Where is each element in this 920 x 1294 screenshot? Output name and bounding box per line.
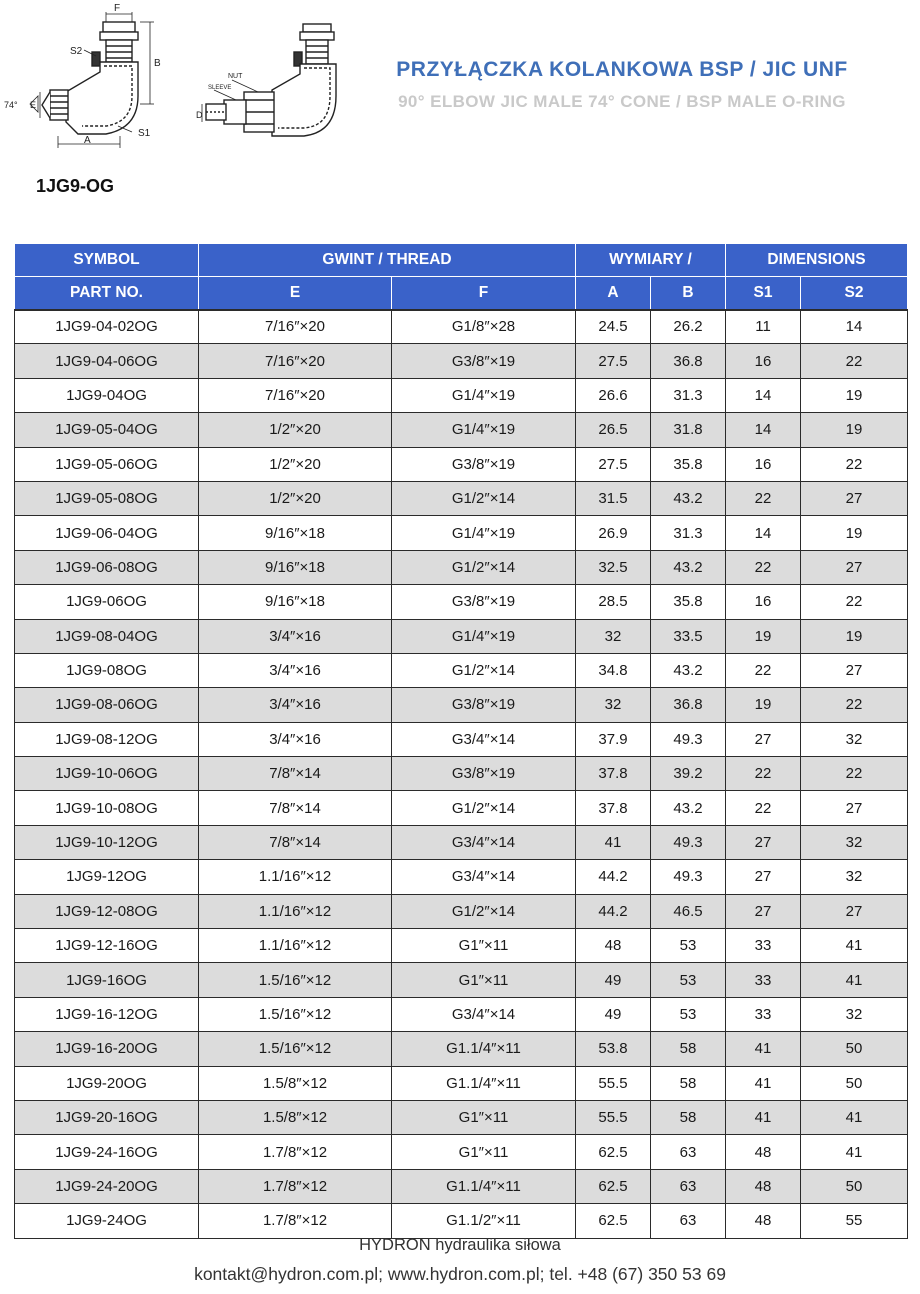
cell-thread-f: G3/8″×19 (392, 688, 576, 722)
cell-part-no: 1JG9-20OG (15, 1066, 199, 1100)
cell-dim-s2: 55 (801, 1204, 908, 1238)
cell-dim-a: 49 (576, 963, 651, 997)
cell-dim-a: 26.9 (576, 516, 651, 550)
cell-part-no: 1JG9-04-06OG (15, 344, 199, 378)
cell-thread-e: 3/4″×16 (199, 653, 392, 687)
cell-part-no: 1JG9-20-16OG (15, 1100, 199, 1134)
cell-thread-e: 1.1/16″×12 (199, 860, 392, 894)
cell-dim-b: 49.3 (651, 860, 726, 894)
cell-thread-f: G3/8″×19 (392, 757, 576, 791)
cell-dim-s2: 27 (801, 894, 908, 928)
cell-thread-e: 9/16″×18 (199, 585, 392, 619)
cell-dim-b: 58 (651, 1066, 726, 1100)
cell-dim-b: 53 (651, 929, 726, 963)
cell-dim-a: 37.8 (576, 791, 651, 825)
dim-label-s2: S2 (70, 46, 83, 57)
cell-part-no: 1JG9-08-06OG (15, 688, 199, 722)
cell-dim-a: 62.5 (576, 1135, 651, 1169)
cell-thread-e: 9/16″×18 (199, 516, 392, 550)
cell-part-no: 1JG9-08-04OG (15, 619, 199, 653)
cell-thread-f: G1/2″×14 (392, 894, 576, 928)
table-row (15, 1066, 908, 1100)
cell-thread-f: G3/4″×14 (392, 825, 576, 859)
table-row (15, 344, 908, 378)
table-body (15, 310, 908, 1239)
cell-part-no: 1JG9-05-04OG (15, 413, 199, 447)
cell-dim-s1: 16 (726, 585, 801, 619)
cell-dim-b: 33.5 (651, 619, 726, 653)
product-code: 1JG9-OG (36, 176, 115, 196)
cell-thread-f: G1″×11 (392, 963, 576, 997)
table-row (15, 481, 908, 515)
cell-dim-a: 24.5 (576, 310, 651, 344)
cell-dim-s2: 27 (801, 791, 908, 825)
table-row (15, 757, 908, 791)
dim-label-d: D (196, 110, 203, 120)
cell-thread-f: G3/4″×14 (392, 997, 576, 1031)
cell-part-no: 1JG9-04OG (15, 378, 199, 412)
cell-dim-b: 63 (651, 1135, 726, 1169)
cell-thread-e: 1.7/8″×12 (199, 1135, 392, 1169)
cell-dim-b: 39.2 (651, 757, 726, 791)
cell-part-no: 1JG9-04-02OG (15, 310, 199, 344)
cell-dim-a: 44.2 (576, 860, 651, 894)
cell-dim-s2: 27 (801, 481, 908, 515)
spec-table (14, 243, 908, 1239)
cell-thread-f: G1/2″×14 (392, 653, 576, 687)
cell-dim-s2: 22 (801, 585, 908, 619)
cell-dim-b: 31.8 (651, 413, 726, 447)
cell-part-no: 1JG9-06OG (15, 585, 199, 619)
cell-dim-b: 31.3 (651, 516, 726, 550)
cell-part-no: 1JG9-12-16OG (15, 929, 199, 963)
cell-part-no: 1JG9-05-08OG (15, 481, 199, 515)
cell-part-no: 1JG9-05-06OG (15, 447, 199, 481)
table-row (15, 1032, 908, 1066)
cell-thread-f: G1/2″×14 (392, 550, 576, 584)
cell-dim-s1: 27 (726, 860, 801, 894)
cell-thread-e: 1.5/16″×12 (199, 963, 392, 997)
cell-dim-s2: 41 (801, 963, 908, 997)
cell-dim-s1: 22 (726, 757, 801, 791)
cell-thread-e: 1.5/16″×12 (199, 1032, 392, 1066)
cell-dim-s1: 14 (726, 378, 801, 412)
cell-dim-s2: 41 (801, 929, 908, 963)
cell-dim-s1: 16 (726, 447, 801, 481)
cell-dim-a: 32.5 (576, 550, 651, 584)
table-header-row-2 (15, 277, 908, 310)
cell-dim-a: 44.2 (576, 894, 651, 928)
dim-label-a: A (84, 135, 91, 146)
header-thread: GWINT / THREAD (199, 244, 576, 277)
cell-dim-b: 63 (651, 1169, 726, 1203)
table-row (15, 1169, 908, 1203)
cell-thread-e: 1.7/8″×12 (199, 1204, 392, 1238)
cell-thread-e: 1.5/8″×12 (199, 1066, 392, 1100)
cell-dim-a: 37.8 (576, 757, 651, 791)
cell-dim-b: 58 (651, 1100, 726, 1134)
cell-dim-s2: 41 (801, 1135, 908, 1169)
table-row (15, 722, 908, 756)
table-row (15, 1100, 908, 1134)
cell-dim-s1: 16 (726, 344, 801, 378)
cell-dim-b: 43.2 (651, 653, 726, 687)
cell-dim-b: 53 (651, 963, 726, 997)
table-row (15, 516, 908, 550)
cell-thread-f: G3/8″×19 (392, 447, 576, 481)
cell-thread-f: G1.1/4″×11 (392, 1066, 576, 1100)
dim-label-e: E (30, 100, 37, 110)
cell-thread-f: G1/8″×28 (392, 310, 576, 344)
cell-thread-f: G1.1/4″×11 (392, 1169, 576, 1203)
elbow-assembly-drawing-icon (202, 24, 336, 136)
cell-thread-e: 7/16″×20 (199, 344, 392, 378)
cell-dim-s2: 50 (801, 1032, 908, 1066)
header-symbol: SYMBOL (15, 244, 199, 277)
cell-dim-s2: 19 (801, 516, 908, 550)
dim-label-f: F (114, 3, 121, 14)
page-subtitle: 90° ELBOW JIC MALE 74° CONE / BSP MALE O-RING (398, 92, 846, 111)
cell-thread-e: 3/4″×16 (199, 722, 392, 756)
title-block (352, 58, 892, 112)
table-row (15, 825, 908, 859)
cell-dim-b: 49.3 (651, 722, 726, 756)
cell-dim-s1: 14 (726, 516, 801, 550)
cell-dim-a: 32 (576, 619, 651, 653)
cell-thread-e: 7/16″×20 (199, 378, 392, 412)
cell-thread-f: G1/4″×19 (392, 378, 576, 412)
dim-label-s1: S1 (138, 128, 151, 139)
cell-thread-f: G3/4″×14 (392, 860, 576, 894)
cell-dim-s2: 19 (801, 619, 908, 653)
cell-thread-f: G1.1/2″×11 (392, 1204, 576, 1238)
table-row (15, 860, 908, 894)
table-row (15, 447, 908, 481)
cell-thread-e: 1/2″×20 (199, 413, 392, 447)
header-dims-en: DIMENSIONS (726, 244, 908, 277)
cell-dim-a: 62.5 (576, 1204, 651, 1238)
cell-dim-s1: 48 (726, 1169, 801, 1203)
cell-dim-b: 43.2 (651, 550, 726, 584)
table-row (15, 619, 908, 653)
cell-dim-s1: 41 (726, 1032, 801, 1066)
cell-thread-e: 1.5/16″×12 (199, 997, 392, 1031)
header-a: A (576, 277, 651, 310)
cell-thread-e: 1.7/8″×12 (199, 1169, 392, 1203)
technical-drawing (0, 0, 360, 160)
page-title: PRZYŁĄCZKA KOLANKOWA BSP / JIC UNF (396, 58, 848, 81)
table-row (15, 378, 908, 412)
cell-dim-s2: 14 (801, 310, 908, 344)
cell-dim-a: 55.5 (576, 1100, 651, 1134)
footer-contact: kontakt@hydron.com.pl; www.hydron.com.pl; tel. +48 (67) 350 53 69 (194, 1264, 726, 1284)
cell-dim-a: 28.5 (576, 585, 651, 619)
cell-dim-s2: 50 (801, 1169, 908, 1203)
cell-thread-f: G1/4″×19 (392, 516, 576, 550)
cell-part-no: 1JG9-16-20OG (15, 1032, 199, 1066)
cell-dim-a: 41 (576, 825, 651, 859)
table-row (15, 585, 908, 619)
label-sleeve: SLEEVE (208, 85, 232, 91)
cell-dim-b: 43.2 (651, 791, 726, 825)
cell-dim-b: 46.5 (651, 894, 726, 928)
header-f: F (392, 277, 576, 310)
cell-part-no: 1JG9-24-16OG (15, 1135, 199, 1169)
cell-thread-e: 3/4″×16 (199, 619, 392, 653)
cell-dim-s2: 41 (801, 1100, 908, 1134)
cell-dim-s1: 11 (726, 310, 801, 344)
table-row (15, 550, 908, 584)
cell-part-no: 1JG9-24-20OG (15, 1169, 199, 1203)
cell-part-no: 1JG9-12-08OG (15, 894, 199, 928)
cell-thread-f: G3/8″×19 (392, 585, 576, 619)
cell-thread-e: 1.1/16″×12 (199, 894, 392, 928)
cell-thread-f: G1/4″×19 (392, 619, 576, 653)
footer-company: HYDRON hydraulika siłowa (359, 1236, 561, 1254)
header-s1: S1 (726, 277, 801, 310)
cell-dim-b: 36.8 (651, 688, 726, 722)
cell-dim-a: 31.5 (576, 481, 651, 515)
header-s2: S2 (801, 277, 908, 310)
cell-dim-b: 58 (651, 1032, 726, 1066)
table-row (15, 929, 908, 963)
cell-thread-e: 1.5/8″×12 (199, 1100, 392, 1134)
cell-thread-e: 7/8″×14 (199, 791, 392, 825)
cell-dim-s1: 22 (726, 791, 801, 825)
cell-dim-s1: 33 (726, 963, 801, 997)
cell-dim-s1: 27 (726, 825, 801, 859)
cell-part-no: 1JG9-06-04OG (15, 516, 199, 550)
cell-dim-s2: 22 (801, 344, 908, 378)
cell-dim-a: 48 (576, 929, 651, 963)
cell-thread-e: 1/2″×20 (199, 447, 392, 481)
cell-dim-s2: 50 (801, 1066, 908, 1100)
cell-thread-f: G3/8″×19 (392, 344, 576, 378)
cell-dim-s1: 14 (726, 413, 801, 447)
cell-dim-a: 49 (576, 997, 651, 1031)
cell-dim-b: 43.2 (651, 481, 726, 515)
cell-dim-s1: 22 (726, 550, 801, 584)
cell-dim-s1: 22 (726, 653, 801, 687)
cell-thread-e: 1/2″×20 (199, 481, 392, 515)
cell-dim-a: 37.9 (576, 722, 651, 756)
header-e: E (199, 277, 392, 310)
cell-thread-e: 9/16″×18 (199, 550, 392, 584)
table-row (15, 653, 908, 687)
cell-dim-b: 35.8 (651, 447, 726, 481)
cell-dim-s1: 27 (726, 894, 801, 928)
cell-dim-s2: 32 (801, 722, 908, 756)
cell-dim-s1: 19 (726, 619, 801, 653)
cell-dim-s1: 33 (726, 929, 801, 963)
cell-thread-f: G1″×11 (392, 1100, 576, 1134)
cell-part-no: 1JG9-10-12OG (15, 825, 199, 859)
cell-part-no: 1JG9-10-08OG (15, 791, 199, 825)
cell-part-no: 1JG9-10-06OG (15, 757, 199, 791)
cell-dim-s1: 48 (726, 1204, 801, 1238)
cell-thread-f: G1″×11 (392, 1135, 576, 1169)
cell-dim-a: 53.8 (576, 1032, 651, 1066)
cell-dim-s2: 32 (801, 825, 908, 859)
cell-dim-s2: 27 (801, 550, 908, 584)
table-header-row-1 (15, 244, 908, 277)
table-row (15, 1135, 908, 1169)
cell-part-no: 1JG9-06-08OG (15, 550, 199, 584)
cell-dim-b: 36.8 (651, 344, 726, 378)
label-nut: NUT (228, 73, 243, 80)
cell-thread-e: 3/4″×16 (199, 688, 392, 722)
cell-dim-a: 27.5 (576, 447, 651, 481)
cell-thread-f: G1/4″×19 (392, 413, 576, 447)
table-row (15, 413, 908, 447)
cell-dim-s2: 19 (801, 378, 908, 412)
cell-dim-a: 26.6 (576, 378, 651, 412)
cell-part-no: 1JG9-08-12OG (15, 722, 199, 756)
cell-thread-f: G1.1/4″×11 (392, 1032, 576, 1066)
cell-dim-s1: 48 (726, 1135, 801, 1169)
cell-dim-s2: 22 (801, 447, 908, 481)
cell-dim-s1: 41 (726, 1066, 801, 1100)
cell-dim-b: 35.8 (651, 585, 726, 619)
cell-dim-b: 26.2 (651, 310, 726, 344)
cell-dim-a: 32 (576, 688, 651, 722)
cell-dim-s1: 33 (726, 997, 801, 1031)
cell-dim-a: 34.8 (576, 653, 651, 687)
cell-thread-f: G3/4″×14 (392, 722, 576, 756)
cell-dim-s2: 32 (801, 860, 908, 894)
cell-dim-s1: 22 (726, 481, 801, 515)
cell-part-no: 1JG9-16-12OG (15, 997, 199, 1031)
table-row (15, 1204, 908, 1238)
cell-dim-s2: 22 (801, 688, 908, 722)
cell-thread-e: 7/8″×14 (199, 825, 392, 859)
table-row (15, 310, 908, 344)
table-row (15, 997, 908, 1031)
cell-dim-b: 63 (651, 1204, 726, 1238)
cell-thread-f: G1″×11 (392, 929, 576, 963)
dim-label-angle: 74° (4, 100, 18, 110)
table-row (15, 791, 908, 825)
cell-part-no: 1JG9-08OG (15, 653, 199, 687)
cell-thread-e: 7/16″×20 (199, 310, 392, 344)
cell-part-no: 1JG9-24OG (15, 1204, 199, 1238)
header-dims-pl: WYMIARY / (576, 244, 726, 277)
cell-dim-a: 55.5 (576, 1066, 651, 1100)
elbow-fitting-drawing-icon (30, 12, 154, 148)
table-row (15, 963, 908, 997)
cell-dim-s1: 27 (726, 722, 801, 756)
cell-thread-e: 7/8″×14 (199, 757, 392, 791)
cell-dim-a: 26.5 (576, 413, 651, 447)
cell-thread-e: 1.1/16″×12 (199, 929, 392, 963)
table-row (15, 894, 908, 928)
cell-dim-s2: 32 (801, 997, 908, 1031)
cell-part-no: 1JG9-16OG (15, 963, 199, 997)
cell-dim-s1: 19 (726, 688, 801, 722)
cell-dim-b: 53 (651, 997, 726, 1031)
cell-thread-f: G1/2″×14 (392, 791, 576, 825)
cell-dim-s1: 41 (726, 1100, 801, 1134)
cell-dim-b: 31.3 (651, 378, 726, 412)
dim-label-b: B (154, 58, 161, 69)
cell-thread-f: G1/2″×14 (392, 481, 576, 515)
table-row (15, 688, 908, 722)
cell-dim-s2: 19 (801, 413, 908, 447)
cell-dim-a: 62.5 (576, 1169, 651, 1203)
cell-dim-a: 27.5 (576, 344, 651, 378)
cell-part-no: 1JG9-12OG (15, 860, 199, 894)
cell-dim-s2: 22 (801, 757, 908, 791)
cell-dim-s2: 27 (801, 653, 908, 687)
cell-dim-b: 49.3 (651, 825, 726, 859)
header-b: B (651, 277, 726, 310)
header-part-no: PART NO. (15, 277, 199, 310)
